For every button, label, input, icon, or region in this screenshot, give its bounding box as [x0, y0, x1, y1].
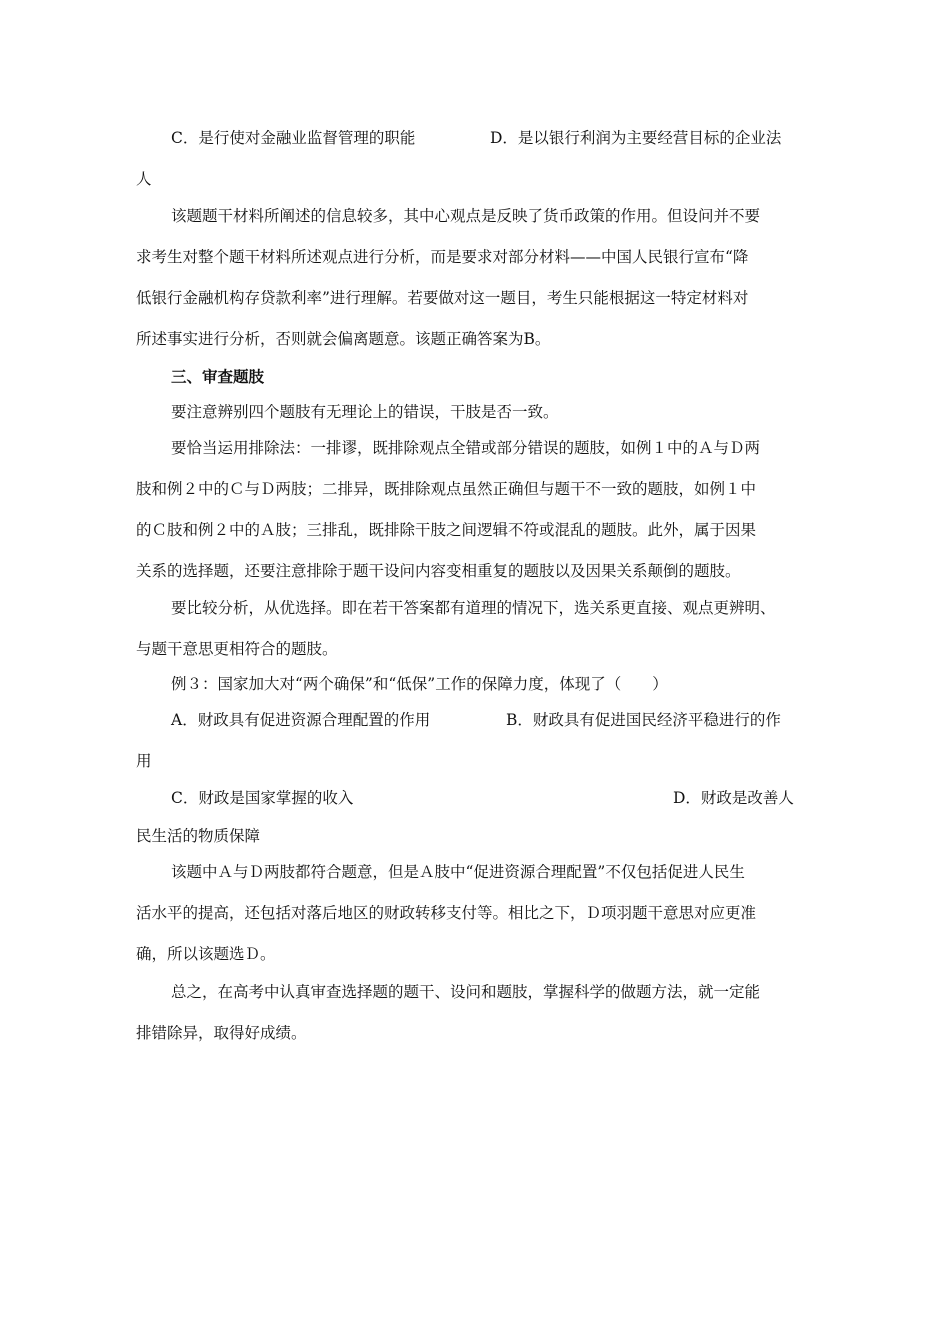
conclusion-line: 总之，在高考中认真审查选择题的题干、设问和题肢，掌握科学的做题方法，就一定能 — [171, 983, 761, 1001]
option-c-previous: C．是行使对金融业监督管理的职能 — [171, 129, 416, 147]
option-d-wrap: 民生活的物质保障 — [136, 827, 261, 845]
conclusion-line: 排错除异，取得好成绩。 — [136, 1024, 307, 1042]
option-a: A．财政具有促进资源合理配置的作用 — [171, 711, 431, 729]
option-b-wrap: 用 — [136, 752, 152, 770]
analysis-line: 该题中Ａ与Ｄ两肢都符合题意，但是Ａ肢中“促进资源合理配置”不仅包括促进人民生 — [171, 863, 745, 881]
paragraph-line: 关系的选择题，还要注意排除于题干设问内容变相重复的题肢以及因果关系颠倒的题肢。 — [136, 562, 741, 580]
analysis-line: 低银行金融机构存贷款利率”进行理解。若要做对这一题目，考生只能根据这一特定材料对 — [136, 289, 749, 307]
option-c: C．财政是国家掌握的收入 — [171, 789, 354, 807]
analysis-line: 求考生对整个题干材料所述观点进行分析，而是要求对部分材料——中国人民银行宣布“降 — [136, 248, 749, 266]
option-d: D．财政是改善人 — [673, 789, 794, 807]
analysis-line: 确，所以该题选Ｄ。 — [136, 945, 276, 963]
paragraph-line: 要恰当运用排除法：一排谬，既排除观点全错或部分错误的题肢，如例１中的Ａ与Ｄ两 — [171, 439, 761, 457]
paragraph-line: 要比较分析，从优选择。即在若干答案都有道理的情况下，选关系更直接、观点更辨明、 — [171, 599, 776, 617]
option-b: B．财政具有促进国民经济平稳进行的作 — [506, 711, 781, 729]
analysis-line: 该题题干材料所阐述的信息较多，其中心观点是反映了货币政策的作用。但设问并不要 — [171, 207, 761, 225]
paragraph-line: 肢和例２中的Ｃ与Ｄ两肢；二排异，既排除观点虽然正确但与题干不一致的题肢，如例１中 — [136, 480, 757, 498]
analysis-line: 活水平的提高，还包括对落后地区的财政转移支付等。相比之下，Ｄ项羽题干意思对应更准 — [136, 904, 757, 922]
paragraph-line: 的Ｃ肢和例２中的Ａ肢；三排乱，既排除干肢之间逻辑不符或混乱的题肢。此外，属于因果 — [136, 521, 757, 539]
analysis-line: 所述事实进行分析，否则就会偏离题意。该题正确答案为B。 — [136, 330, 551, 348]
paragraph-line: 要注意辨别四个题肢有无理论上的错误，干肢是否一致。 — [171, 403, 559, 421]
section-heading: 三、审查题肢 — [171, 368, 265, 386]
option-d-previous: D．是以银行利润为主要经营目标的企业法 — [490, 129, 782, 147]
paragraph-line: 与题干意思更相符合的题肢。 — [136, 640, 338, 658]
option-d-previous-wrap: 人 — [136, 170, 152, 188]
example-question: 例３：国家加大对“两个确保”和“低保”工作的保障力度，体现了（ ） — [171, 675, 668, 693]
